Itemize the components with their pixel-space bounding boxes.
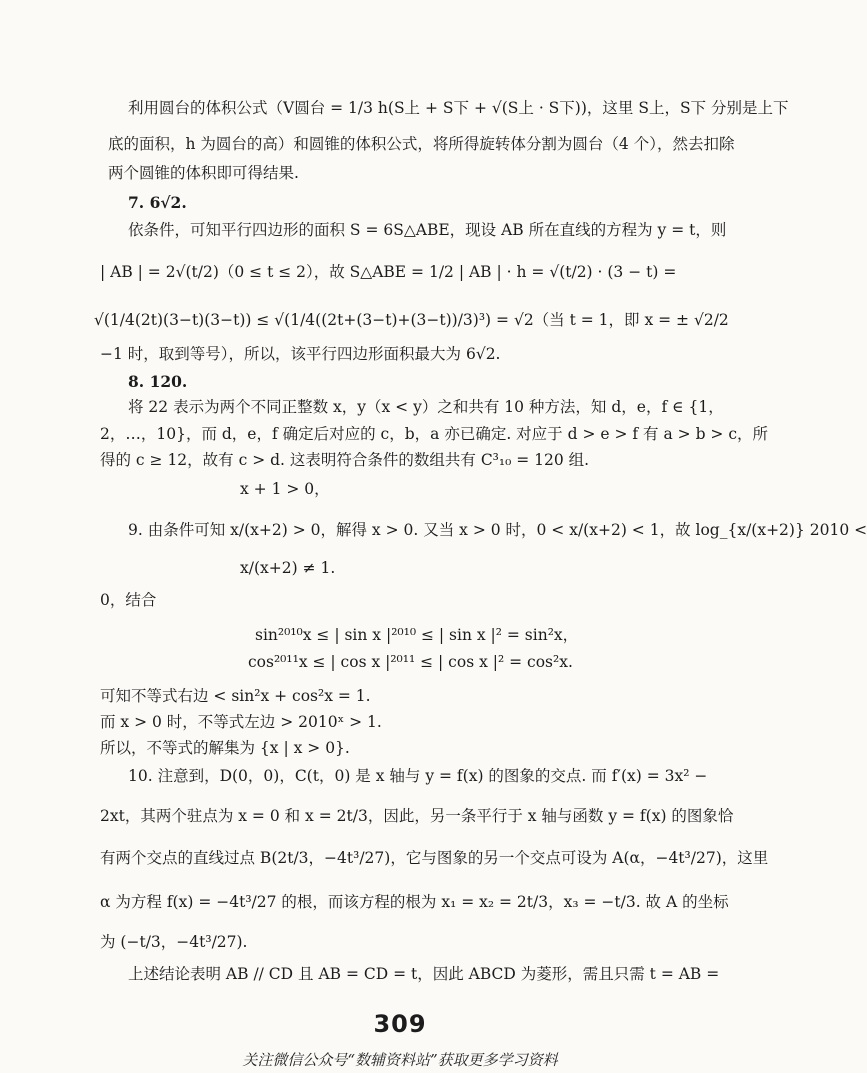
- text-line: 所以，不等式的解集为 {x | x > 0}.: [100, 739, 350, 757]
- text-line: 2xt，其两个驻点为 x = 0 和 x = 2t/3，因此，另一条平行于 x 轴与函数 y = f(x) 的图象恰: [100, 807, 734, 825]
- text-line: 可知不等式右边 < sin²x + cos²x = 1.: [100, 687, 371, 705]
- formula-line: cos²⁰¹¹x ≤ | cos x |²⁰¹¹ ≤ | cos x |² = cos²x.: [248, 653, 573, 671]
- text-line: 底的面积，h 为圆台的高）和圆锥的体积公式，将所得旋转体分割为圆台（4 个），然去扣除: [108, 135, 735, 153]
- text-line: 两个圆锥的体积即可得结果.: [108, 164, 299, 182]
- page-number: 309: [373, 1010, 427, 1038]
- footer-note: 关注微信公众号“数辅资料站”获取更多学习资料: [242, 1051, 558, 1069]
- text-line: α 为方程 f(x) = −4t³/27 的根，而该方程的根为 x₁ = x₂ = 2t/3，x₃ = −t/3. 故 A 的坐标: [100, 893, 729, 911]
- text-line: 将 22 表示为两个不同正整数 x，y（x < y）之和共有 10 种方法，知 d，e，f ∈ {1，: [128, 398, 724, 416]
- text-line: −1 时，取到等号），所以，该平行四边形面积最大为 6√2.: [100, 345, 501, 363]
- text-line: 为 (−t/3，−4t³/27).: [100, 933, 248, 951]
- text-line: √(1/4(2t)(3−t)(3−t)) ≤ √(1/4((2t+(3−t)+(3−t))/3)³) = √2（当 t = 1，即 x = ± √2/2: [94, 311, 729, 329]
- system-line: x + 1 > 0，: [240, 480, 330, 498]
- text-line: 利用圆台的体积公式（V圆台 = 1/3 h(S上 + S下 + √(S上 · S下))，这里 S上，S下 分别是上下: [128, 99, 789, 117]
- formula-line: sin²⁰¹⁰x ≤ | sin x |²⁰¹⁰ ≤ | sin x |² = sin²x，: [255, 626, 579, 644]
- text-line: 得的 c ≥ 12，故有 c > d. 这表明符合条件的数组共有 C³₁₀ = 120 组.: [100, 451, 590, 469]
- text-line: 依条件，可知平行四边形的面积 S = 6S△ABE，现设 AB 所在直线的方程为 y = t，则: [128, 221, 727, 239]
- text-line: 9. 由条件可知 x/(x+2) > 0，解得 x > 0. 又当 x > 0 时，0 < x/(x+2) < 1，故 log_{x/(x+2)} 2010 <: [128, 521, 867, 539]
- answer-number: 7. 6√2.: [128, 193, 187, 212]
- text-line: 上述结论表明 AB // CD 且 AB = CD = t，因此 ABCD 为菱形，需且只需 t = AB =: [128, 965, 720, 983]
- text-line: 有两个交点的直线过点 B(2t/3，−4t³/27)，它与图象的另一个交点可设为 A(α，−4t³/27)，这里: [100, 849, 769, 867]
- text-line: | AB | = 2√(t/2)（0 ≤ t ≤ 2），故 S△ABE = 1/2 | AB | · h = √(t/2) · (3 − t) =: [100, 263, 677, 281]
- answer-number: 8. 120.: [128, 372, 188, 391]
- text-line: 而 x > 0 时，不等式左边 > 2010ˣ > 1.: [100, 713, 382, 731]
- text-line: 2，…，10}，而 d，e，f 确定后对应的 c，b，a 亦已确定. 对应于 d > e > f 有 a > b > c，所: [100, 425, 769, 443]
- text-line: 0，结合: [100, 591, 157, 609]
- system-line: x/(x+2) ≠ 1.: [240, 559, 336, 577]
- text-line: 10. 注意到，D(0，0)，C(t，0) 是 x 轴与 y = f(x) 的图象的交点. 而 f′(x) = 3x² −: [128, 767, 708, 785]
